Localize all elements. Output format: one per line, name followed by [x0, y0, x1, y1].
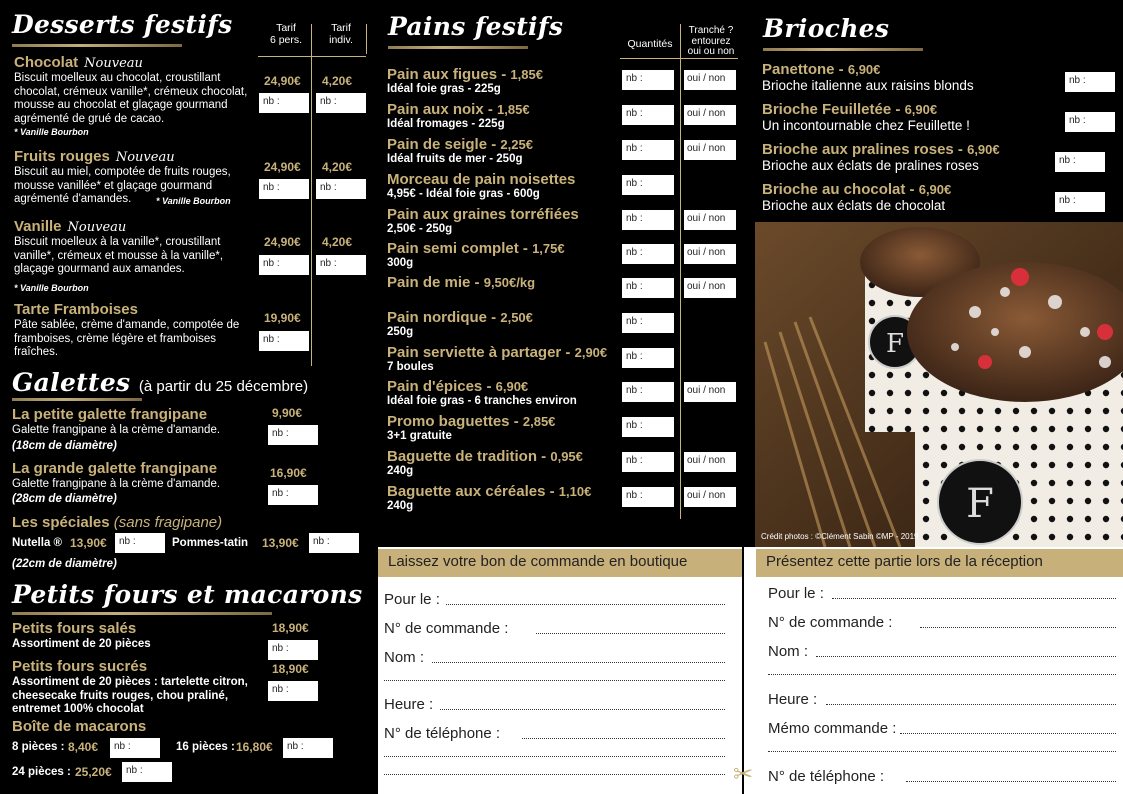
- right-memo-field[interactable]: [900, 733, 1116, 734]
- cut-divider: [742, 547, 744, 794]
- left-num-field[interactable]: [536, 633, 725, 634]
- pain-tranche-toggle[interactable]: oui / non: [684, 278, 736, 298]
- brioches-title: Brioches: [763, 14, 890, 43]
- pf-sales-name: Petits fours salés: [12, 620, 137, 637]
- brioche-name: Brioche aux pralines roses - 6,90€: [762, 141, 1000, 158]
- dessert-vanille-note: * Vanille Bourbon: [14, 283, 89, 293]
- dessert-chocolat-note: * Vanille Bourbon: [14, 127, 89, 137]
- pf-sales-qty[interactable]: nb :: [268, 640, 318, 660]
- photo-credit: Crédit photos : ©Clément Sabin ©MP - 2019: [761, 532, 919, 541]
- pain-qty-input[interactable]: nb :: [622, 140, 674, 160]
- pain-price: 1,10€: [558, 484, 592, 499]
- galette-petite-desc: Galette frangipane à la crème d'amande.: [12, 424, 221, 436]
- col-tranche: Tranché ? entourez oui ou non: [687, 25, 735, 57]
- galette-pommes-price: 13,90€: [262, 536, 299, 550]
- svg-text:F: F: [885, 329, 905, 359]
- pain-price: 2,25€: [500, 137, 533, 152]
- pain-price: 1,85€: [497, 102, 530, 117]
- galette-nutella-price: 13,90€: [70, 536, 107, 550]
- right-nom-label: Nom :: [768, 643, 809, 660]
- right-heure-label: Heure :: [768, 691, 818, 708]
- brioche-desc: Un incontournable chez Feuillette !: [762, 118, 970, 133]
- desserts-title: Desserts festifs: [12, 10, 233, 39]
- pains-title-rule: [388, 46, 528, 49]
- form-left-title: Laissez votre bon de commande en boutique: [378, 549, 742, 577]
- dessert-fruits-qtyind[interactable]: nb :: [316, 179, 366, 199]
- right-num-label: N° de commande :: [768, 614, 893, 631]
- right-tel-field[interactable]: [906, 781, 1116, 782]
- galette-petite-qty[interactable]: nb :: [268, 425, 318, 445]
- pain-desc: 300g: [387, 257, 414, 269]
- pain-name: Pain nordique - 2,50€: [387, 309, 533, 326]
- galette-grande-name: La grande galette frangipane: [12, 460, 218, 477]
- pain-name: Pain serviette à partager - 2,90€: [387, 344, 608, 361]
- col-tarif-6: Tarif 6 pers.: [269, 22, 303, 46]
- pain-name: Morceau de pain noisettes: [387, 171, 576, 188]
- galette-pommes-qty[interactable]: nb :: [309, 533, 359, 553]
- brioche-desc: Brioche italienne aux raisins blonds: [762, 78, 974, 93]
- galette-petite-size: (18cm de diamètre): [12, 440, 117, 452]
- pain-qty-input[interactable]: nb :: [622, 452, 674, 472]
- pain-tranche-toggle[interactable]: oui / non: [684, 105, 736, 125]
- dessert-chocolat-price6: 24,90€: [264, 74, 301, 88]
- dessert-vanille-desc: Biscuit moelleux à la vanille*, croustillant vanille*, crémeux et mousse à la vanille*, glaçage gourmand aux amandes.: [14, 236, 224, 275]
- brioche-price: 6,90€: [847, 62, 881, 77]
- dessert-fruits-name: Fruits rouges Nouveau: [14, 148, 175, 165]
- pain-qty-input[interactable]: nb :: [622, 487, 674, 507]
- pain-name: Baguette aux céréales - 1,10€: [387, 483, 592, 500]
- macarons-16-qty[interactable]: nb :: [283, 738, 333, 758]
- pain-qty-input[interactable]: nb :: [622, 210, 674, 230]
- pain-tranche-toggle[interactable]: oui / non: [684, 382, 736, 402]
- galette-petite-price: 9,90€: [272, 406, 303, 420]
- galette-grande-price: 16,90€: [270, 466, 307, 480]
- pain-tranche-toggle[interactable]: oui / non: [684, 487, 736, 507]
- brioche-price: 6,90€: [967, 142, 1000, 157]
- pain-price: 1,85€: [510, 67, 543, 82]
- pain-desc: Idéal fruits de mer - 250g: [387, 153, 523, 165]
- brioches-title-rule: [763, 48, 923, 51]
- left-extra-line-1[interactable]: [384, 756, 725, 757]
- pain-qty-input[interactable]: nb :: [622, 278, 674, 298]
- pf-sucres-name: Petits fours sucrés: [12, 658, 148, 675]
- dessert-vanille-qtyind[interactable]: nb :: [316, 255, 366, 275]
- brioche-desc: Brioche aux éclats de chocolat: [762, 198, 946, 213]
- brioche-qty-input[interactable]: nb :: [1065, 72, 1115, 92]
- pf-sucres-desc: Assortiment de 20 pièces : tartelette citron, cheesecake fruits rouges, chou praliné, entremet 100% chocolat: [12, 676, 248, 715]
- dessert-fruits-price6: 24,90€: [264, 160, 301, 174]
- pain-tranche-toggle[interactable]: oui / non: [684, 210, 736, 230]
- galettes-heading: Galettes (à partir du 25 décembre): [12, 368, 309, 397]
- dessert-tarte-name: Tarte Framboises: [14, 301, 138, 318]
- macarons-16-price: 16,80€: [236, 740, 273, 754]
- col-quantites: Quantités: [627, 38, 673, 50]
- pain-desc: 240g: [387, 465, 414, 477]
- dessert-chocolat-qtyind[interactable]: nb :: [316, 93, 366, 113]
- macarons-name: Boîte de macarons: [12, 718, 147, 735]
- galette-grande-desc: Galette frangipane à la crème d'amande.: [12, 478, 221, 490]
- dessert-chocolat-desc: Biscuit moelleux au chocolat, croustillant chocolat, crémeux vanille*, crémeux chocolat, mousse au chocolat et glaçage gourmand agrémenté de grué de cacao.: [14, 72, 248, 125]
- pain-desc: 2,50€ - 250g: [387, 223, 453, 235]
- galette-speciales-size: (22cm de diamètre): [12, 558, 117, 570]
- brioche-qty-input[interactable]: nb :: [1055, 192, 1105, 212]
- left-tel-label: N° de téléphone :: [384, 725, 501, 742]
- pain-name: Pain aux noix - 1,85€: [387, 101, 530, 118]
- brioche-price: 6,90€: [918, 182, 952, 197]
- pain-price: 2,90€: [574, 345, 608, 360]
- pains-title: Pains festifs: [388, 12, 564, 41]
- brioche-name: Brioche au chocolat - 6,90€: [762, 181, 952, 198]
- right-num-field[interactable]: [920, 627, 1116, 628]
- dessert-tarte-desc: Pâte sablée, crème d'amande, compotée de framboises, crème légère et framboises fraîches.: [14, 319, 240, 358]
- macarons-24-qty[interactable]: nb :: [122, 762, 172, 782]
- galette-pommes-label: Pommes-tatin: [172, 537, 249, 549]
- macarons-8-qty[interactable]: nb :: [110, 738, 160, 758]
- dessert-chocolat-qty6[interactable]: nb :: [259, 93, 309, 113]
- panettone-photo: [755, 222, 1123, 547]
- petitsfours-title-rule: [12, 612, 272, 615]
- pain-qty-input[interactable]: nb :: [622, 244, 674, 264]
- galettes-title-rule: [12, 398, 142, 401]
- pain-name: Pain semi complet - 1,75€: [387, 240, 565, 257]
- pain-desc: Idéal foie gras - 225g: [387, 83, 501, 95]
- macarons-8-price: 8,40€: [68, 740, 99, 754]
- left-pour-field[interactable]: [446, 604, 725, 605]
- pain-qty-input[interactable]: nb :: [622, 175, 674, 195]
- dessert-vanille-priceind: 4,20€: [322, 235, 353, 249]
- right-nom-field-2[interactable]: [768, 674, 1116, 675]
- galette-nutella-qty[interactable]: nb :: [115, 533, 165, 553]
- dessert-fruits-note: * Vanille Bourbon: [156, 196, 231, 206]
- form-right-title: Présentez cette partie lors de la réception: [756, 549, 1123, 577]
- pain-price: 2,50€: [500, 310, 533, 325]
- brioche-qty-input[interactable]: nb :: [1055, 152, 1105, 172]
- macarons-16-label: 16 pièces :: [176, 741, 235, 753]
- right-memo-field-2[interactable]: [768, 751, 1116, 752]
- pf-sucres-price: 18,90€: [272, 662, 309, 676]
- col-tarif-indiv: Tarif indiv.: [329, 22, 353, 46]
- galette-grande-size: (28cm de diamètre): [12, 493, 117, 505]
- dessert-vanille-price6: 24,90€: [264, 235, 301, 249]
- pain-tranche-toggle[interactable]: oui / non: [684, 244, 736, 264]
- svg-text:F: F: [966, 481, 994, 527]
- pain-desc: 240g: [387, 500, 414, 512]
- left-heure-label: Heure :: [384, 696, 434, 713]
- right-heure-field[interactable]: [826, 704, 1116, 705]
- brioche-name: Panettone - 6,90€: [762, 61, 881, 78]
- desserts-divider-2: [366, 24, 367, 54]
- desserts-title-rule: [12, 44, 182, 47]
- pain-desc: Idéal foie gras - 6 tranches environ: [387, 395, 577, 407]
- left-extra-line-2[interactable]: [384, 774, 725, 775]
- left-pour-label: Pour le :: [384, 591, 440, 608]
- macarons-8-label: 8 pièces :: [12, 741, 65, 753]
- pain-qty-input[interactable]: nb :: [622, 417, 674, 437]
- left-heure-field[interactable]: [440, 709, 725, 710]
- pain-name: Pain de seigle - 2,25€: [387, 136, 533, 153]
- galette-petite-name: La petite galette frangipane: [12, 406, 208, 423]
- pain-desc: 3+1 gratuite: [387, 430, 452, 442]
- pains-header-rule: [620, 58, 738, 59]
- pains-divider: [680, 24, 681, 519]
- macarons-24-label: 24 pièces :: [12, 766, 71, 778]
- galette-speciales-name: Les spéciales (sans fragipane): [12, 514, 223, 531]
- dessert-chocolat-priceind: 4,20€: [322, 74, 353, 88]
- left-nom-label: Nom :: [384, 649, 425, 666]
- pain-name: Baguette de tradition - 0,95€: [387, 448, 583, 465]
- brioche-name: Brioche Feuilletée - 6,90€: [762, 101, 938, 118]
- pain-qty-input[interactable]: nb :: [622, 313, 674, 333]
- desserts-divider-1: [311, 24, 312, 366]
- left-nom-field[interactable]: [432, 662, 725, 663]
- left-tel-field[interactable]: [522, 738, 725, 739]
- pain-desc: 250g: [387, 326, 414, 338]
- pain-price: 9,50€/kg: [483, 275, 536, 290]
- dessert-fruits-desc: Biscuit au miel, compotée de fruits rouges, mousse vanillée* et glaçage gourmand agrémenté d'amandes.: [14, 166, 231, 205]
- scissors-icon: ✂: [733, 761, 754, 788]
- pain-desc: Idéal fromages - 225g: [387, 118, 505, 130]
- pain-qty-input[interactable]: nb :: [622, 382, 674, 402]
- dessert-tarte-price6: 19,90€: [264, 311, 301, 325]
- pain-desc: 7 boules: [387, 361, 434, 373]
- pain-tranche-toggle[interactable]: oui / non: [684, 140, 736, 160]
- pf-sucres-qty[interactable]: nb :: [268, 681, 318, 701]
- right-tel-label: N° de téléphone :: [768, 768, 885, 785]
- pain-price: 6,90€: [495, 379, 529, 394]
- pain-price: 1,75€: [532, 241, 565, 256]
- dessert-fruits-qty6[interactable]: nb :: [259, 179, 309, 199]
- brioche-qty-input[interactable]: nb :: [1065, 112, 1115, 132]
- desserts-header-rule: [258, 56, 366, 57]
- macarons-24-price: 25,20€: [75, 765, 112, 779]
- pain-tranche-toggle[interactable]: oui / non: [684, 70, 736, 90]
- left-nom-field-2[interactable]: [384, 680, 725, 681]
- dessert-tarte-qty6[interactable]: nb :: [259, 331, 309, 351]
- pf-sales-price: 18,90€: [272, 621, 309, 635]
- dessert-chocolat-name: Chocolat Nouveau: [14, 54, 143, 71]
- right-pour-label: Pour le :: [768, 585, 824, 602]
- pain-qty-input[interactable]: nb :: [622, 105, 674, 125]
- pain-name: Pain d'épices - 6,90€: [387, 378, 529, 395]
- pain-name: Promo baguettes - 2,85€: [387, 413, 556, 430]
- pain-name: Pain aux graines torréfiées: [387, 206, 579, 223]
- pain-qty-input[interactable]: nb :: [622, 70, 674, 90]
- pain-price: 0,95€: [550, 449, 583, 464]
- brioche-price: 6,90€: [904, 102, 938, 117]
- dessert-vanille-qty6[interactable]: nb :: [259, 255, 309, 275]
- pain-desc: 4,95€ - Idéal foie gras - 600g: [387, 188, 540, 200]
- dessert-fruits-priceind: 4,20€: [322, 160, 353, 174]
- left-num-label: N° de commande :: [384, 620, 509, 637]
- dessert-vanille-name: Vanille Nouveau: [14, 218, 127, 235]
- pain-tranche-toggle[interactable]: oui / non: [684, 452, 736, 472]
- right-pour-field[interactable]: [832, 598, 1116, 599]
- galette-grande-qty[interactable]: nb :: [268, 485, 318, 505]
- pain-name: Pain de mie - 9,50€/kg: [387, 274, 536, 291]
- right-memo-label: Mémo commande :: [768, 720, 897, 737]
- pf-sales-desc: Assortiment de 20 pièces: [12, 638, 151, 650]
- brioche-desc: Brioche aux éclats de pralines roses: [762, 158, 979, 173]
- pain-price: 2,85€: [522, 414, 556, 429]
- pain-qty-input[interactable]: nb :: [622, 348, 674, 368]
- right-nom-field[interactable]: [816, 656, 1116, 657]
- galette-nutella-label: Nutella ®: [12, 537, 63, 549]
- pain-name: Pain aux figues - 1,85€: [387, 66, 543, 83]
- petitsfours-title: Petits fours et macarons: [12, 580, 363, 609]
